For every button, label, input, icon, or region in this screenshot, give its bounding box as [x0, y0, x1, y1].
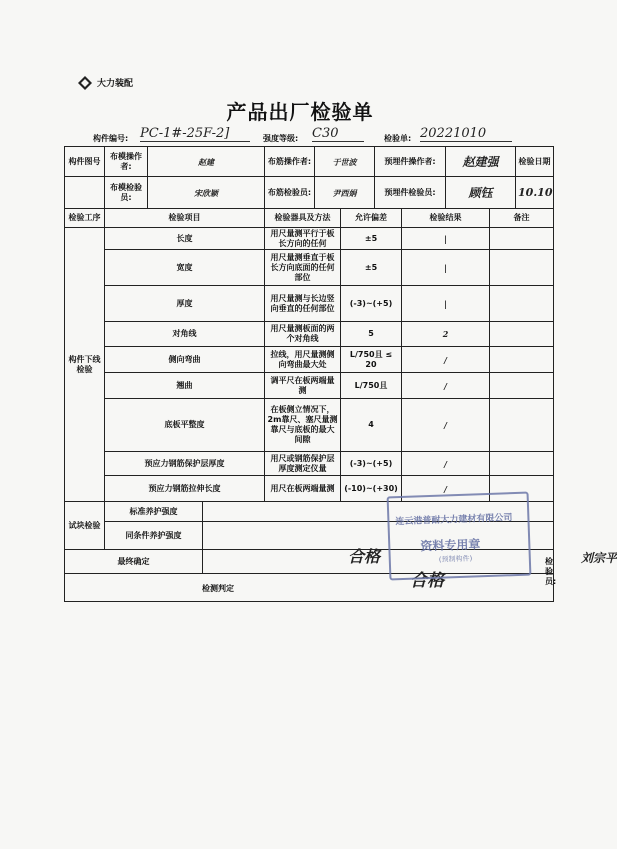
component-no-label: 构件编号: [93, 134, 129, 143]
header-note: 备注 [490, 209, 554, 228]
company-name: 大力装配 [97, 79, 134, 89]
mold-operator-signature: 赵建 [148, 147, 265, 177]
item-tolerance: ±5 [341, 250, 402, 286]
header-tolerance: 允许偏差 [341, 209, 402, 228]
item-result: / [402, 452, 490, 476]
embed-inspector-label: 预埋件检验员: [375, 177, 446, 209]
item-method: 用尺量测板面的两个对角线 [265, 322, 341, 347]
item-method: 用尺或钢筋保护层厚度测定仪量 [265, 452, 341, 476]
judgment-label: 检测判定 [202, 584, 234, 593]
item-result: / [402, 399, 490, 452]
header-tool: 检验器具及方法 [265, 209, 341, 228]
item-note [490, 399, 554, 452]
item-name: 底板平整度 [105, 399, 265, 452]
item-row [65, 286, 554, 322]
stamp-subtitle: (预制构件) [438, 554, 473, 564]
trial-same-condition-label: 同条件养护强度 [105, 522, 203, 550]
item-result: | [402, 286, 490, 322]
embed-inspector-signature: 顾钰 [446, 177, 516, 209]
item-result: | [402, 228, 490, 250]
item-row [65, 322, 554, 347]
item-tolerance: L/750且 [341, 373, 402, 399]
final-value: 合格 [348, 547, 381, 566]
item-name: 厚度 [105, 286, 265, 322]
item-tolerance: 5 [341, 322, 402, 347]
mold-inspector-label: 布模检验员: [105, 177, 148, 209]
final-label: 最终确定 [65, 550, 203, 574]
embed-operator-signature: 赵建强 [446, 147, 516, 177]
item-name: 侧向弯曲 [105, 347, 265, 373]
final-inspector-signature: 刘宗平 [581, 551, 617, 565]
item-name: 预应力钢筋拉伸长度 [105, 476, 265, 502]
component-drawing-label: 构件图号 [65, 147, 105, 177]
item-name: 宽度 [105, 250, 265, 286]
item-result: 2 [402, 322, 490, 347]
final-inspector-label: 检验员: [545, 557, 557, 586]
header-result: 检验结果 [402, 209, 490, 228]
rebar-inspector-label: 布筋检验员: [265, 177, 315, 209]
item-method: 用尺在板两端量测 [265, 476, 341, 502]
rebar-operator-label: 布筋操作者: [265, 147, 315, 177]
item-tolerance: (-3)~(+5) [341, 286, 402, 322]
item-row [65, 373, 554, 399]
inspection-date-label: 检验日期 [516, 147, 554, 177]
stamp-title: 资料专用章 [420, 537, 481, 554]
item-result: / [402, 347, 490, 373]
item-result: / [402, 476, 490, 502]
item-note [490, 347, 554, 373]
item-name: 对角线 [105, 322, 265, 347]
judgment-value: 合格 [410, 571, 444, 591]
item-name: 预应力钢筋保护层厚度 [105, 452, 265, 476]
item-method: 用尺量测平行于板长方向的任何 [265, 228, 341, 250]
item-method: 用尺量测垂直于板长方向底面的任何部位 [265, 250, 341, 286]
item-result: | [402, 250, 490, 286]
item-method: 调平尺在板两端量测 [265, 373, 341, 399]
component-drawing-value [65, 177, 105, 209]
rebar-operator-signature: 于世波 [315, 147, 375, 177]
item-name: 翘曲 [105, 373, 265, 399]
component-no-value: PC-1#-25F-2] [140, 126, 250, 142]
item-note [490, 228, 554, 250]
item-result: / [402, 373, 490, 399]
company-logo-icon [78, 76, 92, 90]
item-row [65, 452, 554, 476]
embed-operator-label: 预埋件操作者: [375, 147, 446, 177]
judgment-row [65, 574, 554, 602]
personnel-row-inspectors [65, 177, 554, 209]
judgment-cell [65, 571, 554, 602]
item-name: 长度 [105, 228, 265, 250]
strength-label: 强度等级: [263, 134, 299, 143]
item-row [65, 347, 554, 373]
item-tolerance: 4 [341, 399, 402, 452]
item-note [490, 286, 554, 322]
item-tolerance: ±5 [341, 228, 402, 250]
rebar-inspector-signature: 尹西娟 [315, 177, 375, 209]
section-label: 构件下线检验 [65, 228, 105, 502]
item-note [490, 250, 554, 286]
inspection-no-label: 检验单: [384, 134, 412, 143]
item-method: 拉线，用尺量测侧向弯曲最大处 [265, 347, 341, 373]
header-process: 检验工序 [65, 209, 105, 228]
inspection-no-value: 20221010 [420, 126, 512, 142]
item-tolerance: L/750且 ≤ 20 [341, 347, 402, 373]
item-method: 在板侧立情况下，2m靠尺、塞尺量测靠尺与底板的最大间隙 [265, 399, 341, 452]
personnel-row-operators [65, 147, 554, 177]
item-note [490, 322, 554, 347]
stamp-company-name: 连云港普耐大力建材有限公司 [395, 513, 513, 528]
item-tolerance: (-10)~(+30) [341, 476, 402, 502]
item-row [65, 399, 554, 452]
trial-standard-label: 标准养护强度 [105, 502, 203, 522]
mold-operator-label: 布模操作者: [105, 147, 148, 177]
header-item: 检验项目 [105, 209, 265, 228]
inspection-date-value: 10.10 [516, 177, 554, 209]
trial-label: 试块检验 [65, 502, 105, 550]
page-title: 产品出厂检验单 [226, 100, 374, 124]
item-note [490, 373, 554, 399]
item-row [65, 228, 554, 250]
item-method: 用尺量测与长边竖向垂直的任何部位 [265, 286, 341, 322]
header-row [65, 209, 554, 228]
item-note [490, 452, 554, 476]
item-row [65, 250, 554, 286]
company-seal-stamp [387, 492, 532, 581]
strength-value: C30 [312, 126, 364, 142]
mold-inspector-signature: 宋欣颖 [148, 177, 265, 209]
item-tolerance: (-3)~(+5) [341, 452, 402, 476]
